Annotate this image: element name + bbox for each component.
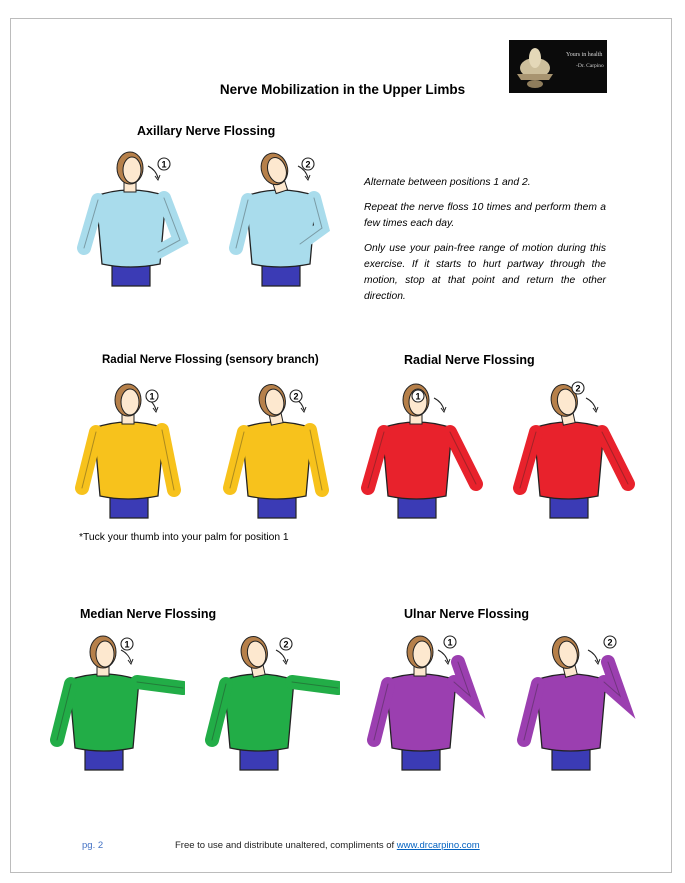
- instruction-3: Only use your pain-free range of motion during this exercise. If it starts to hurt partway through the motion, stop at that point and return the other direction.: [364, 243, 606, 302]
- face: [413, 641, 431, 667]
- face: [123, 157, 141, 183]
- movement-arrow-icon: [148, 166, 158, 178]
- shirt: [94, 422, 164, 499]
- shirt: [242, 422, 312, 499]
- footer: [175, 840, 480, 851]
- shirt: [536, 674, 606, 751]
- movement-arrow-icon: [434, 398, 444, 410]
- logo-signature: -Dr. Carpino: [576, 63, 604, 69]
- median-figure-1: [45, 632, 185, 777]
- instruction-1: Alternate between positions 1 and 2.: [364, 177, 531, 188]
- radial-figure-1: [358, 380, 498, 525]
- thumb-note: *Tuck your thumb into your palm for position 1: [79, 532, 289, 543]
- face: [96, 641, 114, 667]
- position-marker: [444, 636, 456, 648]
- ulnar-figure-1: [362, 632, 502, 777]
- shirt: [224, 674, 294, 751]
- position-marker: [280, 638, 292, 650]
- position-marker: [158, 158, 170, 170]
- shirt: [534, 422, 604, 499]
- shirt: [382, 422, 452, 499]
- face: [121, 389, 139, 415]
- movement-arrow-icon: [586, 398, 596, 410]
- position-marker: [121, 638, 133, 650]
- svg-text:1: 1: [415, 391, 421, 402]
- radial-figure-2: [510, 380, 650, 525]
- shirt: [69, 674, 139, 751]
- movement-arrow-icon: [438, 650, 448, 662]
- instruction-2: Repeat the nerve floss 10 times and perform them a few times each day.: [364, 202, 606, 229]
- footer-credit: Free to use and distribute unaltered, compliments of: [175, 840, 395, 851]
- median-figure-2: [200, 632, 340, 777]
- shirt: [386, 674, 456, 751]
- logo-tagline: Yours in health: [566, 52, 603, 58]
- svg-text:2: 2: [293, 391, 299, 402]
- svg-text:1: 1: [447, 637, 453, 648]
- median-heading: Median Nerve Flossing: [80, 607, 217, 621]
- position-marker: [302, 158, 314, 170]
- movement-arrow-icon: [276, 650, 286, 662]
- position-marker: [572, 382, 584, 394]
- radial-sensory-figure-2: [218, 380, 358, 525]
- instructions: [364, 175, 606, 314]
- radial-sensory-figure-1: [70, 380, 210, 525]
- website-link[interactable]: www.drcarpino.com: [396, 840, 480, 851]
- radial-heading: Radial Nerve Flossing: [404, 353, 535, 367]
- ulnar-figure-2: [512, 632, 652, 777]
- svg-text:2: 2: [607, 637, 613, 648]
- axillary-figure-1: [72, 148, 212, 293]
- ulnar-heading: Ulnar Nerve Flossing: [404, 607, 530, 621]
- position-marker: [290, 390, 302, 402]
- page-title: Nerve Mobilization in the Upper Limbs: [219, 82, 466, 97]
- svg-text:1: 1: [161, 159, 167, 170]
- svg-text:2: 2: [575, 383, 581, 394]
- svg-text:2: 2: [283, 639, 289, 650]
- svg-text:2: 2: [305, 159, 311, 170]
- movement-arrow-icon: [121, 650, 131, 662]
- axillary-figure-2: [222, 148, 362, 293]
- movement-arrow-icon: [588, 650, 598, 662]
- axillary-heading: Axillary Nerve Flossing: [137, 124, 276, 138]
- shirt: [246, 190, 316, 267]
- page-number: pg. 2: [82, 840, 104, 851]
- position-marker: [412, 390, 424, 402]
- radial-sensory-heading: Radial Nerve Flossing (sensory branch): [102, 354, 319, 366]
- svg-text:1: 1: [149, 391, 155, 402]
- svg-text:1: 1: [124, 639, 130, 650]
- position-marker: [146, 390, 158, 402]
- position-marker: [604, 636, 616, 648]
